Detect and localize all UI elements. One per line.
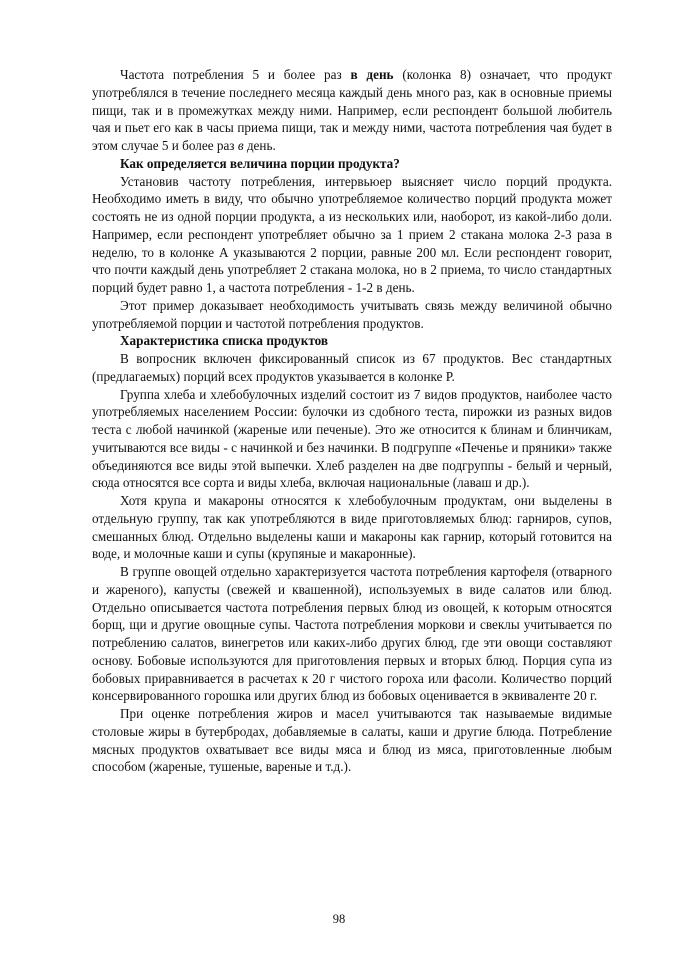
emphasis-in: в [237,138,244,153]
paragraph-bread-group: Группа хлеба и хлебобулочных изделий состоит из 7 видов продуктов, наиболее часто употребляемых населением России: булочки из сдобного теста, пирожки из разных видов теста с любой начинкой (жареные или печеные). Это же относится к блинам и блинчикам, учитываются все виды - с начинкой и без начинки. В подгруппе «Печенье и пряники» также объединяются все виды этой выпечки. Хлеб разделен на две подгруппы - белый и черный, сюда относятся все сорта и виды хлеба, включая национальные (лаваш и др.). [92,386,612,491]
paragraph-daily-frequency-text-middle: (колонка 8) означает, что продукт употреблялся в течение последнего месяца каждый день много раз, как в основные приемы пищи, так и в промежутках между ними. Например, если респондент большой любитель чая и пьет его как в часы приема пищи, так и между ними, частота потребления чая будет в этом случае 5 и более раз [92,67,612,153]
paragraph-daily-frequency-text-end: день. [243,138,276,153]
paragraph-vegetables: В группе овощей отдельно характеризуется частота потребления картофеля (отварного и жареного), капусты (свежей и квашенной), используемых в виде салатов или блюд. Отдельно описывается частота потребления первых блюд из овощей, к которым относятся борщ, щи и другие овощные супы. Частота потребления моркови и свеклы учитывается по потреблению салатов, винегретов или каких-либо других блюд, где эти овощи составляют основу. Бобовые используются для приготовления первых и вторых блюд. Порция супа из бобовых приравнивается в расчетах к 20 г чистого гороха или фасоли. Количество порций консервированного горошка или других блюд из бобовых оценивается в эквиваленте 20 г. [92,564,612,704]
paragraph-daily-frequency [92,66,612,155]
paragraph-daily-frequency-text-start: Частота потребления 5 и более раз [120,67,351,82]
page-number: 98 [332,912,346,926]
paragraph-portion-frequency-link: Этот пример доказывает необходимость учитывать связь между величиной обычно употребляемой порции и частотой потребления продуктов. [92,297,612,331]
document-page [92,66,612,776]
paragraph-cereals-pasta: Хотя крупа и макароны относятся к хлебобулочным продуктам, они выделены в отдельную группу, так как употребляются в виде приготовляемых блюд: гарниров, супов, смешанных блюд. Отдельно выделены каши и макароны как гарнир, который готовится на воде, и молочные каши и супы (крупяные и макаронные). [92,493,612,562]
heading-portion-size: Как определяется величина порции продукта? [120,155,400,171]
heading-product-list: Характеристика списка продуктов [120,333,329,349]
paragraph-fixed-product-list: В вопросник включен фиксированный список из 67 продуктов. Вес стандартных (предлагаемых) порций всех продуктов указывается в колонке Р. [92,351,612,384]
paragraph-fats-meat: При оценке потребления жиров и масел учитываются так называемые видимые столовые жиры в бутербродах, добавляемые в салаты, каши и другие блюда. Потребление мясных продуктов охватывает все виды мяса и блюд из мяса, приготовленные любым способом (жареные, тушеные, вареные и т.д.). [92,706,612,775]
emphasis-per-day: в день [350,67,394,82]
paragraph-portion-count: Установив частоту потребления, интервьюер выясняет число порций продукта. Необходимо иметь в виду, что обычно употребляемое количество порций продукта может состоять не из одной порции продукта, а из нескольких или, наоборот, из какой-либо доли. Например, если респондент употребляет обычно за 1 прием 2 стакана молока 2-3 раза в неделю, то в колонке А указываются 2 порции, равные 200 мл. Если респондент говорит, что почти каждый день употребляет 2 стакана молока, но в 2 приема, то число стандартных порций будет равно 1, а частота потребления - 1-2 в день. [92,173,612,295]
